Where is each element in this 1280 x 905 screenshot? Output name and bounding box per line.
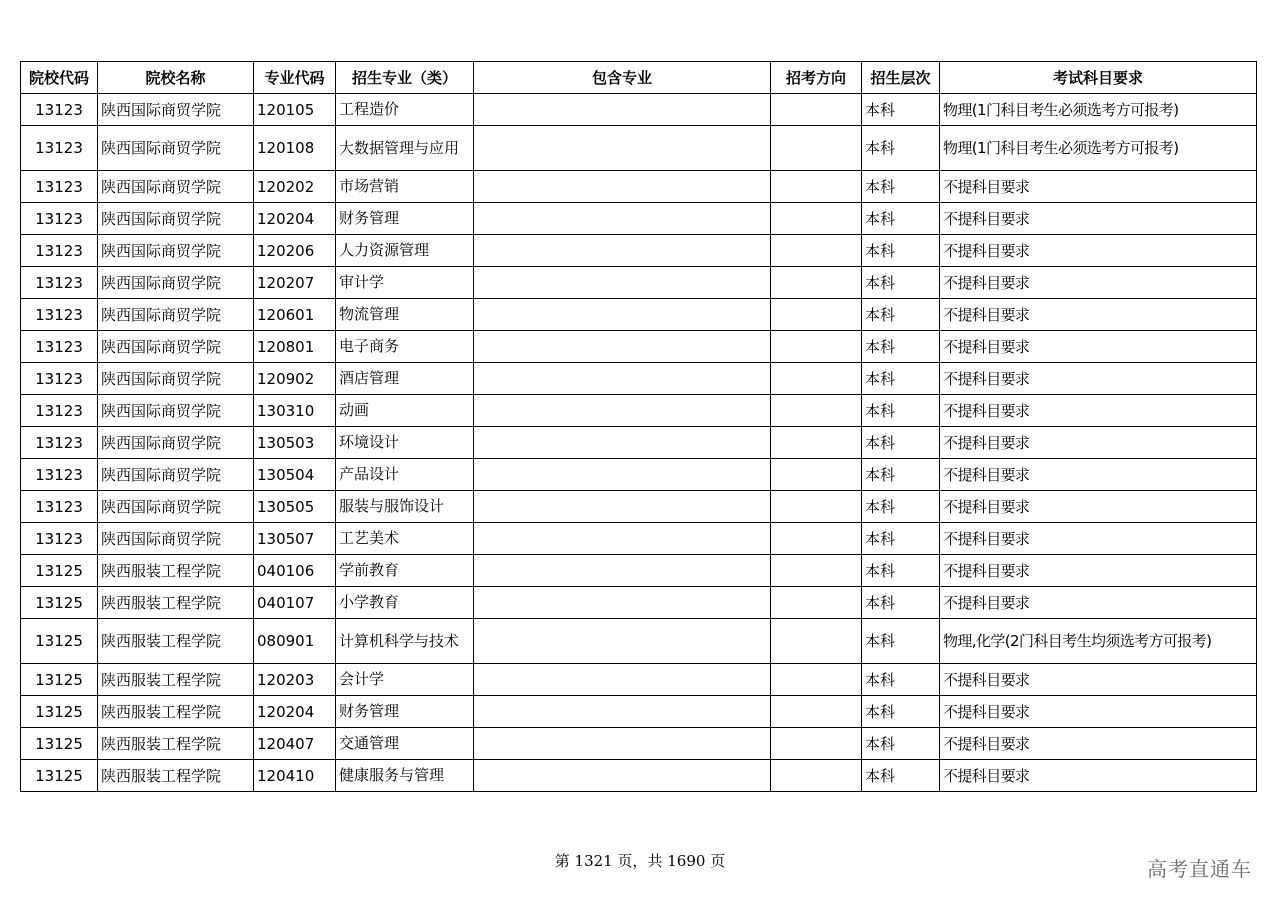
cell-school-code: 13125 [21,760,98,792]
cell-major: 会计学 [336,664,474,696]
cell-direction [771,459,862,491]
cell-major-code: 120207 [254,267,336,299]
header-school-name: 院校名称 [98,62,254,94]
cell-major-code: 130504 [254,459,336,491]
cell-school-name: 陕西国际商贸学院 [98,395,254,427]
cell-school-code: 13123 [21,427,98,459]
cell-major-code: 040106 [254,555,336,587]
cell-major: 交通管理 [336,728,474,760]
cell-major: 产品设计 [336,459,474,491]
table-row [21,664,1257,696]
cell-level: 本科 [862,760,940,792]
cell-major: 动画 [336,395,474,427]
cell-school-name: 陕西服装工程学院 [98,587,254,619]
cell-major: 物流管理 [336,299,474,331]
cell-major-code: 120204 [254,203,336,235]
cell-major: 服装与服饰设计 [336,491,474,523]
cell-subject-requirement: 不提科目要求 [940,696,1257,728]
cell-level: 本科 [862,619,940,664]
table-row [21,171,1257,203]
cell-major: 财务管理 [336,203,474,235]
cell-included-majors [474,171,771,203]
cell-school-code: 13125 [21,696,98,728]
table-row [21,587,1257,619]
cell-direction [771,299,862,331]
cell-school-code: 13123 [21,523,98,555]
cell-major-code: 130310 [254,395,336,427]
cell-included-majors [474,267,771,299]
cell-school-name: 陕西国际商贸学院 [98,523,254,555]
cell-direction [771,523,862,555]
cell-school-name: 陕西服装工程学院 [98,728,254,760]
cell-level: 本科 [862,459,940,491]
cell-major-code: 080901 [254,619,336,664]
header-school-code: 院校代码 [21,62,98,94]
cell-school-code: 13123 [21,235,98,267]
cell-included-majors [474,395,771,427]
cell-subject-requirement: 不提科目要求 [940,664,1257,696]
cell-major: 审计学 [336,267,474,299]
table-row [21,363,1257,395]
cell-school-code: 13123 [21,459,98,491]
cell-direction [771,760,862,792]
cell-school-code: 13123 [21,203,98,235]
cell-major-code: 120204 [254,696,336,728]
cell-included-majors [474,760,771,792]
cell-school-name: 陕西国际商贸学院 [98,427,254,459]
cell-level: 本科 [862,491,940,523]
table-row [21,94,1257,126]
cell-direction [771,619,862,664]
cell-direction [771,126,862,171]
page-number: 第 1321 页，共 1690 页 [554,852,726,870]
cell-level: 本科 [862,203,940,235]
table-row [21,299,1257,331]
cell-school-name: 陕西国际商贸学院 [98,299,254,331]
header-subject-requirement: 考试科目要求 [940,62,1257,94]
cell-included-majors [474,491,771,523]
cell-school-name: 陕西国际商贸学院 [98,491,254,523]
table-row [21,555,1257,587]
cell-subject-requirement: 不提科目要求 [940,491,1257,523]
table-row [21,203,1257,235]
cell-level: 本科 [862,427,940,459]
cell-major: 环境设计 [336,427,474,459]
cell-school-code: 13125 [21,555,98,587]
cell-major-code: 040107 [254,587,336,619]
cell-direction [771,363,862,395]
cell-direction [771,395,862,427]
cell-school-name: 陕西服装工程学院 [98,555,254,587]
cell-direction [771,728,862,760]
cell-school-code: 13123 [21,395,98,427]
cell-major-code: 130503 [254,427,336,459]
table-row [21,427,1257,459]
table-row [21,395,1257,427]
cell-major: 健康服务与管理 [336,760,474,792]
cell-school-name: 陕西国际商贸学院 [98,171,254,203]
cell-direction [771,491,862,523]
cell-included-majors [474,555,771,587]
header-direction: 招考方向 [771,62,862,94]
cell-included-majors [474,94,771,126]
cell-included-majors [474,619,771,664]
cell-direction [771,94,862,126]
cell-major: 计算机科学与技术 [336,619,474,664]
cell-school-code: 13123 [21,126,98,171]
cell-school-name: 陕西服装工程学院 [98,760,254,792]
cell-school-name: 陕西国际商贸学院 [98,331,254,363]
cell-level: 本科 [862,395,940,427]
cell-major: 小学教育 [336,587,474,619]
cell-subject-requirement: 不提科目要求 [940,728,1257,760]
cell-school-code: 13123 [21,331,98,363]
table-row [21,619,1257,664]
cell-major-code: 120108 [254,126,336,171]
cell-level: 本科 [862,299,940,331]
cell-direction [771,587,862,619]
cell-major: 财务管理 [336,696,474,728]
cell-included-majors [474,331,771,363]
cell-major: 酒店管理 [336,363,474,395]
cell-included-majors [474,664,771,696]
table-row [21,728,1257,760]
cell-major-code: 120801 [254,331,336,363]
cell-school-code: 13125 [21,619,98,664]
cell-major-code: 120902 [254,363,336,395]
table-row [21,267,1257,299]
table-body [21,94,1257,792]
cell-school-name: 陕西国际商贸学院 [98,235,254,267]
cell-major-code: 120410 [254,760,336,792]
cell-included-majors [474,459,771,491]
cell-level: 本科 [862,555,940,587]
table-row [21,126,1257,171]
cell-included-majors [474,299,771,331]
table-row [21,235,1257,267]
cell-major: 市场营销 [336,171,474,203]
cell-level: 本科 [862,664,940,696]
cell-included-majors [474,126,771,171]
table-row [21,696,1257,728]
cell-major-code: 120203 [254,664,336,696]
cell-school-code: 13125 [21,587,98,619]
cell-major-code: 120105 [254,94,336,126]
header-major-code: 专业代码 [254,62,336,94]
cell-level: 本科 [862,267,940,299]
cell-level: 本科 [862,235,940,267]
cell-level: 本科 [862,728,940,760]
cell-subject-requirement: 不提科目要求 [940,171,1257,203]
cell-included-majors [474,363,771,395]
cell-direction [771,664,862,696]
cell-subject-requirement: 物理,化学(2门科目考生均须选考方可报考) [940,619,1257,664]
cell-subject-requirement: 不提科目要求 [940,363,1257,395]
cell-subject-requirement: 不提科目要求 [940,395,1257,427]
cell-level: 本科 [862,363,940,395]
cell-subject-requirement: 不提科目要求 [940,267,1257,299]
cell-school-code: 13123 [21,491,98,523]
cell-subject-requirement: 物理(1门科目考生必须选考方可报考) [940,126,1257,171]
cell-included-majors [474,696,771,728]
cell-school-code: 13123 [21,94,98,126]
cell-included-majors [474,203,771,235]
cell-direction [771,235,862,267]
header-included-majors: 包含专业 [474,62,771,94]
cell-major-code: 120206 [254,235,336,267]
cell-school-code: 13123 [21,171,98,203]
cell-included-majors [474,427,771,459]
cell-direction [771,331,862,363]
cell-included-majors [474,587,771,619]
cell-major: 工程造价 [336,94,474,126]
cell-school-name: 陕西国际商贸学院 [98,459,254,491]
cell-major: 工艺美术 [336,523,474,555]
cell-direction [771,171,862,203]
cell-major-code: 120407 [254,728,336,760]
cell-school-name: 陕西服装工程学院 [98,619,254,664]
cell-direction [771,203,862,235]
cell-school-name: 陕西国际商贸学院 [98,363,254,395]
header-major: 招生专业（类） [336,62,474,94]
cell-school-code: 13123 [21,363,98,395]
cell-school-name: 陕西国际商贸学院 [98,126,254,171]
cell-school-code: 13123 [21,267,98,299]
cell-subject-requirement: 不提科目要求 [940,235,1257,267]
cell-school-name: 陕西国际商贸学院 [98,203,254,235]
cell-level: 本科 [862,696,940,728]
cell-school-code: 13123 [21,299,98,331]
cell-school-name: 陕西国际商贸学院 [98,267,254,299]
cell-level: 本科 [862,171,940,203]
cell-subject-requirement: 不提科目要求 [940,459,1257,491]
cell-direction [771,427,862,459]
cell-major: 学前教育 [336,555,474,587]
cell-level: 本科 [862,587,940,619]
cell-school-name: 陕西服装工程学院 [98,696,254,728]
cell-major: 人力资源管理 [336,235,474,267]
cell-level: 本科 [862,523,940,555]
cell-included-majors [474,235,771,267]
cell-subject-requirement: 不提科目要求 [940,555,1257,587]
cell-major-code: 130505 [254,491,336,523]
cell-major: 电子商务 [336,331,474,363]
cell-school-name: 陕西国际商贸学院 [98,94,254,126]
cell-included-majors [474,523,771,555]
table-row [21,523,1257,555]
header-level: 招生层次 [862,62,940,94]
cell-major-code: 120202 [254,171,336,203]
cell-subject-requirement: 物理(1门科目考生必须选考方可报考) [940,94,1257,126]
cell-subject-requirement: 不提科目要求 [940,587,1257,619]
watermark: 高考直通车 [1147,857,1252,881]
cell-school-name: 陕西服装工程学院 [98,664,254,696]
cell-subject-requirement: 不提科目要求 [940,203,1257,235]
cell-subject-requirement: 不提科目要求 [940,523,1257,555]
cell-major: 大数据管理与应用 [336,126,474,171]
admission-table [20,61,1257,792]
cell-subject-requirement: 不提科目要求 [940,760,1257,792]
table-row [21,760,1257,792]
cell-direction [771,555,862,587]
cell-school-code: 13125 [21,728,98,760]
cell-subject-requirement: 不提科目要求 [940,299,1257,331]
cell-level: 本科 [862,331,940,363]
table-row [21,331,1257,363]
cell-school-code: 13125 [21,664,98,696]
cell-included-majors [474,728,771,760]
table-row [21,491,1257,523]
cell-major-code: 120601 [254,299,336,331]
cell-major-code: 130507 [254,523,336,555]
cell-subject-requirement: 不提科目要求 [940,427,1257,459]
cell-direction [771,267,862,299]
cell-level: 本科 [862,126,940,171]
cell-direction [771,696,862,728]
header-row [21,62,1257,94]
cell-subject-requirement: 不提科目要求 [940,331,1257,363]
cell-level: 本科 [862,94,940,126]
table-row [21,459,1257,491]
